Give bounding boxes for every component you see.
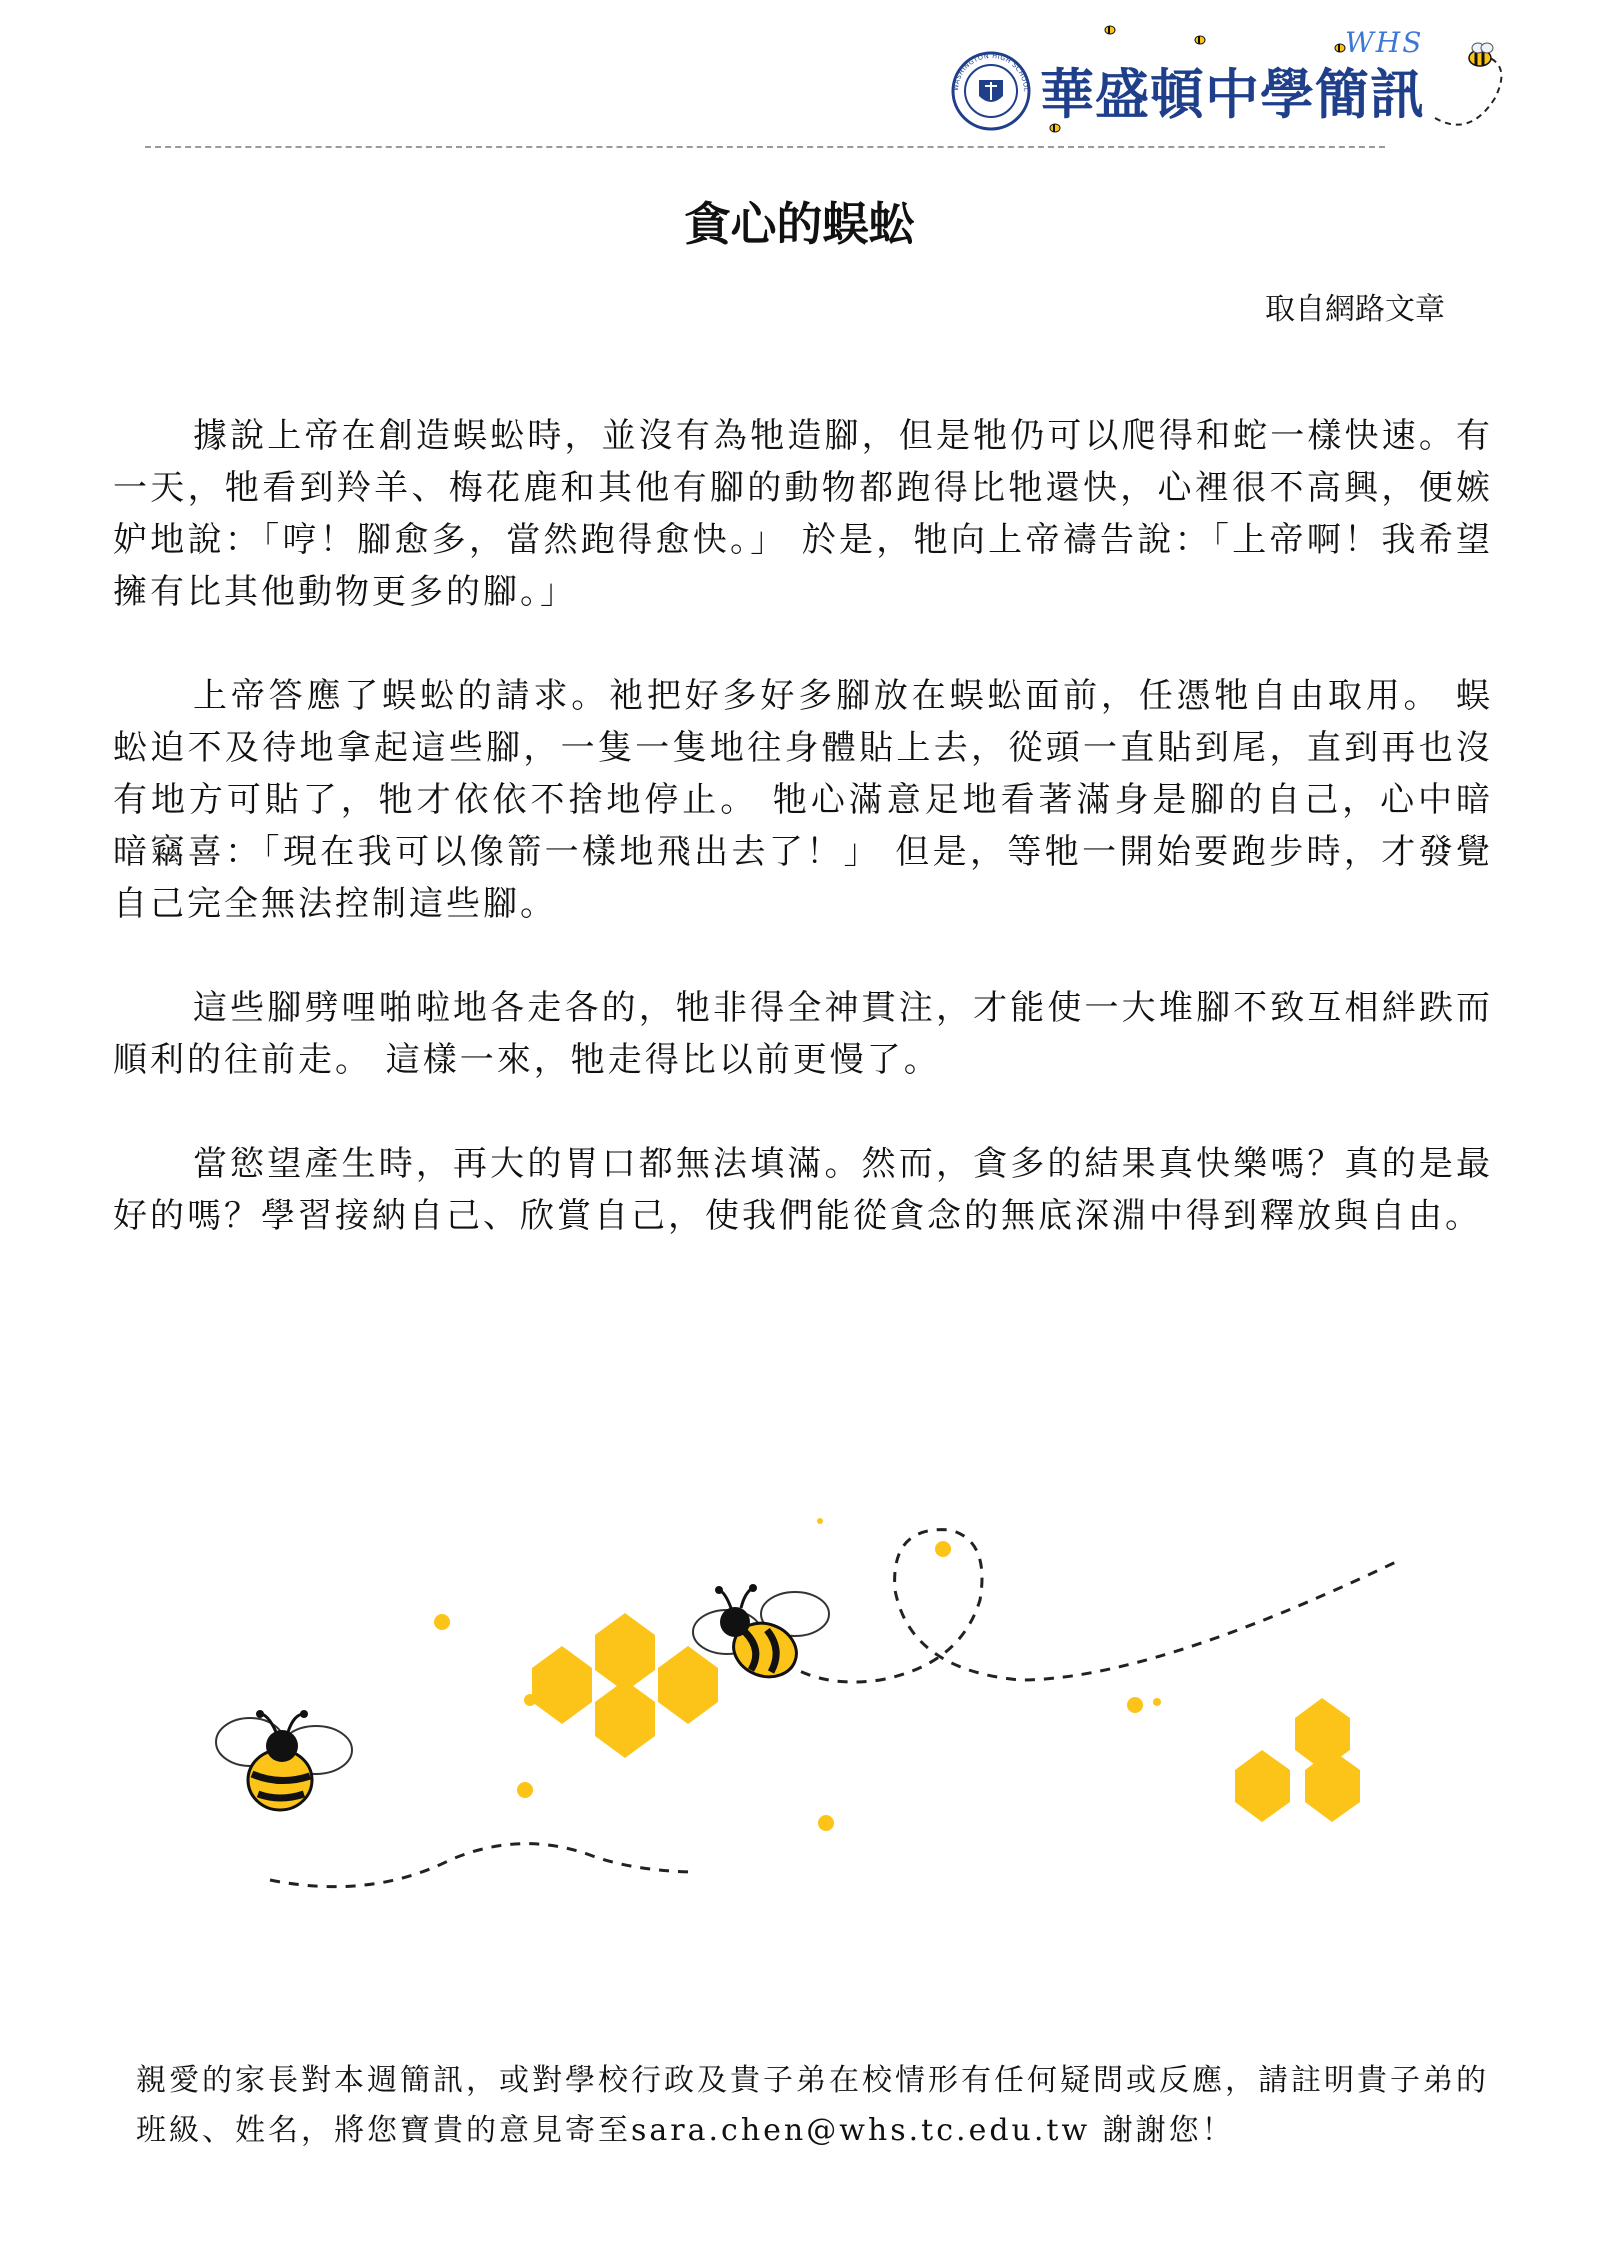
honeycomb-right bbox=[1235, 1698, 1360, 1822]
header-divider bbox=[145, 146, 1385, 148]
article-paragraph: 上帝答應了蜈蚣的請求。祂把好多好多腳放在蜈蚣面前，任憑牠自由取用。 蜈蚣迫不及待地拿起這些腳，一隻一隻地往身體貼上去，從頭一直貼到尾，直到再也沒有地方可貼了，牠才依依不捨地停止。 牠心滿意足地看著滿身是腳的自己，心中暗暗竊喜：「現在我可以像箭一樣地飛出去了！」 但是，等牠一開始要跑步時，才發覺自己完全無法控制這些腳。 bbox=[113, 676, 1493, 924]
school-abbreviation: WHS bbox=[1345, 26, 1424, 59]
tiny-bee-icon bbox=[1335, 44, 1345, 52]
article-source: 取自網路文章 bbox=[1265, 292, 1445, 327]
honeycomb-left bbox=[532, 1613, 718, 1758]
school-seal-text: WASHINGTON HIGH SCHOOL bbox=[951, 51, 1031, 93]
small-bee-icon bbox=[1469, 43, 1493, 66]
newsletter-header bbox=[0, 0, 1599, 160]
tiny-bee-icon bbox=[1195, 36, 1205, 44]
article-paragraph: 當慾望產生時，再大的胃口都無法填滿。然而，貪多的結果真快樂嗎？真的是最好的嗎？學習接納自己、欣賞自己，使我們能從貪念的無底深淵中得到釋放與自由。 bbox=[113, 1144, 1493, 1236]
school-seal-icon bbox=[950, 50, 1032, 132]
article-body bbox=[113, 410, 1493, 1294]
flight-path-left bbox=[270, 1844, 690, 1887]
flight-path-right bbox=[770, 1530, 1400, 1682]
article-paragraph: 據說上帝在創造蜈蚣時，並沒有為牠造腳，但是牠仍可以爬得和蛇一樣快速。有一天，牠看到羚羊、梅花鹿和其他有腳的動物都跑得比牠還快，心裡很不高興，便嫉妒地說：「哼！腳愈多，當然跑得愈快。」 於是，牠向上帝禱告說：「上帝啊！我希望擁有比其他動物更多的腳。」 bbox=[113, 416, 1493, 612]
newsletter-brand-title: 華盛頓中學簡訊 bbox=[1040, 63, 1425, 126]
article-paragraph: 這些腳劈哩啪啦地各走各的，牠非得全神貫注，才能使一大堆腳不致互相絆跌而順利的往前走。 這樣一來，牠走得比以前更慢了。 bbox=[113, 988, 1493, 1080]
footer-notice: 親愛的家長對本週簡訊，或對學校行政及貴子弟在校情形有任何疑問或反應，請註明貴子弟的班級、姓名，將您寶貴的意見寄至sara.chen@whs.tc.edu.tw 謝謝您！ bbox=[136, 2063, 1489, 2148]
bee-left-icon bbox=[216, 1710, 352, 1810]
article-title: 貪心的蜈蚣 bbox=[684, 197, 915, 251]
bees-honeycomb-illustration bbox=[190, 1480, 1450, 1920]
tiny-bee-icon bbox=[1105, 26, 1115, 34]
